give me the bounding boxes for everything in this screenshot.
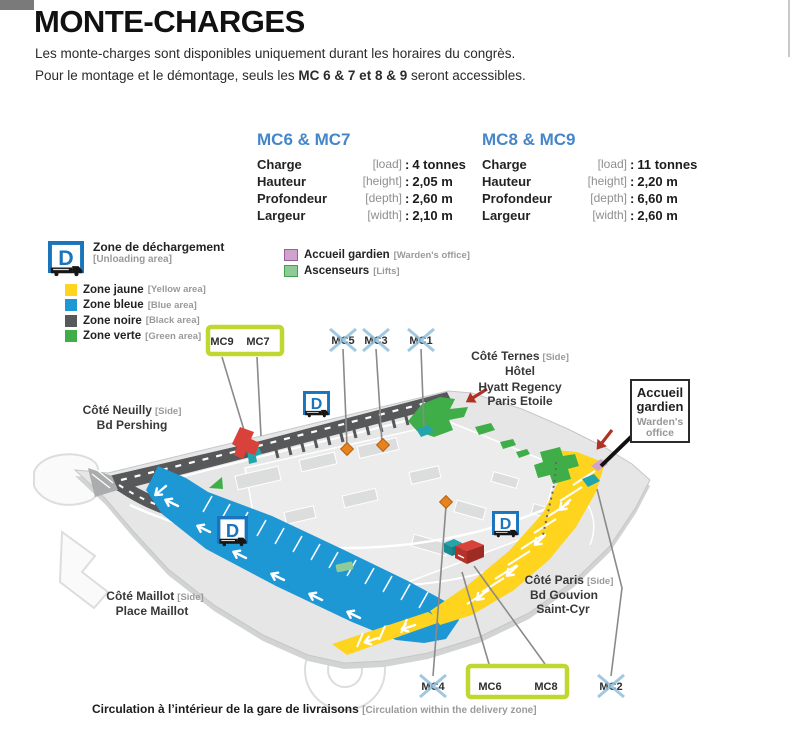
label-cote-ternes: Côté Ternes [Side]: [471, 349, 569, 363]
legend-markers: [284, 247, 470, 279]
warden-office-callout: Accueil gardien Warden's office: [630, 379, 690, 443]
blue-swatch: [65, 299, 77, 311]
page-title: MONTE-CHARGES: [34, 4, 305, 39]
lifts-swatch: [284, 265, 298, 277]
label-paris-etoile: Paris Etoile: [487, 394, 553, 408]
legend-zone-verte: Zone verte [Green area]: [65, 329, 206, 345]
label-hyatt-regency: Hyatt Regency: [478, 380, 562, 394]
spec-row: Largeur [width] : 2,10 m: [257, 208, 453, 223]
spec-row: Hauteur [height] : 2,05 m: [257, 174, 453, 189]
venue-map: [0, 318, 795, 718]
label-saint-cyr: Saint-Cyr: [536, 602, 590, 616]
label-bd-pershing: Bd Pershing: [96, 418, 168, 432]
unloading-zone-icon: [48, 241, 84, 277]
map-caption: Circulation à l’intérieur de la gare de livraisons [Circulation within the delivery zone]: [92, 702, 537, 716]
map-label-mc3: MC3: [364, 335, 388, 347]
yellow-swatch: [65, 284, 77, 296]
map-label-mc2: MC2: [599, 681, 623, 693]
label-place-maillot: Place Maillot: [115, 604, 189, 618]
map-label-mc7: MC7: [246, 336, 270, 348]
label-cote-paris: Côté Paris [Side]: [524, 573, 614, 587]
label-cote-maillot: Côté Maillot [Side]: [106, 589, 204, 603]
spec-block-mc6-mc7: [257, 130, 472, 224]
legend-ascenseurs: Ascenseurs [Lifts]: [284, 263, 470, 279]
legend-unloading-label: Zone de déchargement: [93, 240, 225, 254]
legend-zone-jaune: Zone jaune [Yellow area]: [65, 282, 206, 298]
spec-row: Hauteur [height] : 2,20 m: [482, 174, 678, 189]
spec-row: Profondeur [depth] : 6,60 m: [482, 191, 678, 206]
map-label-mc5: MC5: [331, 335, 355, 347]
spec-row: Largeur [width] : 2,60 m: [482, 208, 678, 223]
map-label-mc1: MC1: [409, 335, 433, 347]
label-cote-neuilly: Côté Neuilly [Side]: [82, 403, 182, 417]
legend-zone-bleue: Zone bleue [Blue area]: [65, 298, 206, 314]
map-label-mc4: MC4: [421, 681, 445, 693]
spec-block-mc8-mc9: [482, 130, 697, 224]
map-label-mc9: MC9: [210, 336, 234, 348]
intro-line-1: Les monte-charges sont disponibles uniquement durant les horaires du congrès.: [35, 46, 516, 61]
spec-row: Charge [load] : 4 tonnes: [257, 157, 466, 172]
legend-zone-noire: Zone noire [Black area]: [65, 313, 206, 329]
warden-swatch: [284, 249, 298, 261]
label-bd-gouvion: Bd Gouvion: [530, 588, 598, 602]
spec-title: MC6 & MC7: [257, 130, 351, 149]
spec-title: MC8 & MC9: [482, 130, 576, 149]
legend-unloading-bracket: [Unloading area]: [93, 254, 172, 265]
map-label-mc6: MC6: [478, 681, 502, 693]
intro-line-2: Pour le montage et le démontage, seuls les MC 6 & 7 et 8 & 9 seront accessibles.: [35, 68, 526, 83]
viewer-artifact: [0, 0, 34, 10]
map-label-mc8: MC8: [534, 681, 558, 693]
spec-row: Profondeur [depth] : 2,60 m: [257, 191, 453, 206]
legend-unloading: [48, 241, 224, 277]
label-hotel: Hôtel: [505, 364, 535, 378]
spec-row: Charge [load] : 11 tonnes: [482, 157, 698, 172]
legend-accueil-gardien: Accueil gardien [Warden's office]: [284, 247, 470, 263]
scrollbar-artifact: [788, 0, 790, 57]
